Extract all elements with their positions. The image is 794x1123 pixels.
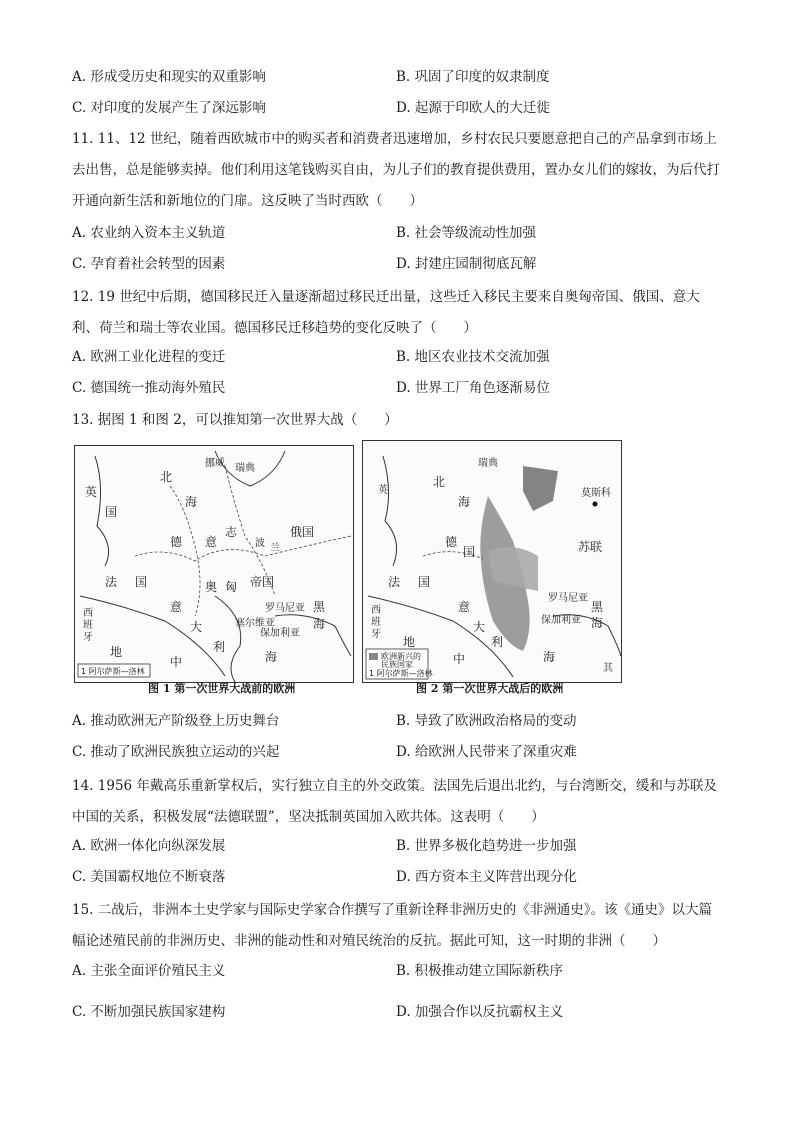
fig2-label: 地 (403, 635, 416, 649)
fig1-label: 波 (255, 538, 265, 549)
fig2-label: 国 (418, 575, 431, 589)
q12-option-a: A. 欧洲工业化进程的变迁 (72, 349, 226, 365)
figure-1-map (74, 445, 354, 683)
fig1-label: 意 (170, 600, 183, 614)
fig2-legend: 1 阿尔萨斯—洛林 (369, 669, 433, 678)
q12-option-d: D. 世界工厂角色逐渐易位 (396, 380, 550, 396)
fig2-legend: 欧洲新兴的 (381, 652, 421, 661)
q10-option-a: A. 形成受历史和现实的双重影响 (72, 69, 266, 85)
q14-stem: 14. 1956 年戴高乐重新掌权后，实行独立自主的外交政策。法国先后退出北约，与台湾断交，缓和与苏联及中国的关系，积极发展“法德联盟”，坚决抵制英国加入欧共体。这表明（ ） (72, 778, 717, 825)
fig1-label: 利 (213, 640, 226, 654)
fig1-label: 西 (83, 608, 93, 619)
q14-option-d: D. 西方资本主义阵营出现分化 (396, 869, 577, 885)
fig1-label: 奥 (205, 580, 218, 594)
fig1-label: 挪威 (205, 458, 225, 469)
fig1-label: 兰 (270, 543, 280, 554)
q11-option-a: A. 农业纳入资本主义轨道 (72, 225, 226, 241)
fig1-label: 法 (105, 575, 118, 589)
fig2-label: 瑞典 (478, 458, 498, 469)
fig2-label: 罗马尼亚 (548, 593, 588, 604)
fig2-label: 利 (491, 635, 504, 649)
fig2-label: 意 (458, 600, 471, 614)
fig2-label: 德 (445, 535, 458, 549)
fig2-label: 班 (371, 617, 381, 628)
fig1-label: 中 (170, 655, 183, 669)
fig2-label: 西 (371, 605, 381, 616)
q15-option-c: C. 不断加强民族国家建构 (72, 1004, 226, 1020)
fig1-label: 塞尔维亚 (235, 618, 275, 629)
q15-option-b: B. 积极推动建立国际新秩序 (396, 963, 564, 979)
fig1-label: 大 (190, 620, 203, 634)
q10-option-d: D. 起源于印欧人的大迁徙 (396, 100, 550, 116)
fig2-label: 其 (603, 663, 613, 674)
fig2-label: 苏联 (578, 540, 603, 554)
fig1-label: 黑 (313, 600, 326, 614)
figure-1-caption: 图 1 第一次世界大战前的欧洲 (148, 682, 296, 695)
figure-2-map (362, 440, 622, 683)
fig1-label: 地 (110, 645, 123, 659)
q13-stem: 13. 据图 1 和图 2，可以推知第一次世界大战（ ） (72, 412, 398, 428)
q14-option-b: B. 世界多极化趋势进一步加强 (396, 838, 577, 854)
fig2-label: 莫斯科 (581, 488, 611, 499)
fig1-label: 帝国 (250, 575, 275, 589)
fig2-label: 大 (473, 620, 486, 634)
fig1-label: 瑞典 (235, 463, 255, 474)
fig1-label: 英 (85, 485, 98, 499)
fig2-label: 中 (453, 652, 466, 666)
fig1-label: 意 (205, 535, 218, 549)
fig2-label: 牙 (371, 629, 381, 640)
fig1-label: 牙 (83, 632, 93, 643)
q13-option-b: B. 导致了欧洲政治格局的变动 (396, 713, 577, 729)
q12-option-b: B. 地区农业技术交流加强 (396, 349, 550, 365)
fig1-label: 德 (170, 535, 183, 549)
q10-option-c: C. 对印度的发展产生了深远影响 (72, 100, 266, 116)
q12-stem: 12. 19 世纪中后期，德国移民迁入量逐渐超过移民迁出量，这些迁入移民主要来自奥匈帝国、俄国、意大利、荷兰和瑞士等农业国。德国移民迁移趋势的变化反映了（ ） (72, 289, 700, 336)
fig1-label: 海 (313, 617, 326, 631)
figure-1-map-drawing (75, 446, 353, 682)
fig1-label: 海 (185, 495, 198, 509)
q11-option-c: C. 孕育着社会转型的因素 (72, 256, 226, 272)
q13-option-d: D. 给欧洲人民带来了深重灾难 (396, 744, 577, 760)
fig1-label: 国 (105, 505, 118, 519)
fig2-label: 英 (378, 485, 388, 496)
fig2-label: 保加利亚 (541, 615, 581, 626)
q11-option-b: B. 社会等级流动性加强 (396, 225, 537, 241)
q14-option-c: C. 美国霸权地位不断衰落 (72, 869, 226, 885)
q11-stem: 11. 11、12 世纪，随着西欧城市中的购买者和消费者迅速增加，乡村农民只要愿意把自己的产品拿到市场上去出售，总是能够卖掉。他们利用这笔钱购买自由，为儿子们的教育提供费用，置办女儿们的嫁妆，为后代打开通向新生活和新地位的门扉。这反映了当时西欧（ ） (72, 131, 720, 209)
fig2-label: 国 (463, 545, 476, 559)
q10-option-b: B. 巩固了印度的奴隶制度 (396, 69, 550, 85)
q13-option-c: C. 推动了欧洲民族独立运动的兴起 (72, 744, 280, 760)
fig2-label: 海 (543, 650, 556, 664)
fig1-label: 匈 (225, 580, 238, 594)
fig2-label: 黑 (591, 600, 604, 614)
fig1-label: 海 (265, 650, 278, 664)
q15-option-a: A. 主张全面评价殖民主义 (72, 963, 226, 979)
fig2-label: 海 (591, 616, 604, 630)
q15-option-d: D. 加强合作以反抗霸权主义 (396, 1004, 564, 1020)
fig1-label: 志 (225, 525, 238, 539)
fig1-label: 保加利亚 (260, 628, 300, 639)
q11-option-d: D. 封建庄园制彻底瓦解 (396, 256, 537, 272)
q15-stem: 15. 二战后，非洲本土史学家与国际史学家合作撰写了重新诠释非洲历史的《非洲通史》。该《通史》以大篇幅论述殖民前的非洲历史、非洲的能动性和对殖民统治的反抗。据此可知，这一时期的非洲（ ） (72, 902, 713, 949)
q14-option-a: A. 欧洲一体化向纵深发展 (72, 838, 226, 854)
fig1-label: 罗马尼亚 (265, 603, 305, 614)
q13-option-a: A. 推动欧洲无产阶级登上历史舞台 (72, 713, 280, 729)
fig1-label: 国 (135, 575, 148, 589)
fig1-label: 班 (83, 620, 93, 631)
fig1-label: 俄国 (290, 525, 315, 539)
fig2-label: 海 (458, 495, 471, 509)
q12-option-c: C. 德国统一推动海外殖民 (72, 380, 226, 396)
fig1-legend: 1 阿尔萨斯—洛林 (81, 667, 145, 676)
fig2-label: 北 (433, 475, 446, 489)
fig2-label: 法 (388, 575, 401, 589)
fig1-label: 北 (160, 470, 173, 484)
figure-2-map-drawing (363, 441, 621, 682)
fig2-legend: 民族国家 (381, 660, 413, 669)
figure-2-caption: 图 2 第一次世界大战后的欧洲 (416, 682, 564, 695)
